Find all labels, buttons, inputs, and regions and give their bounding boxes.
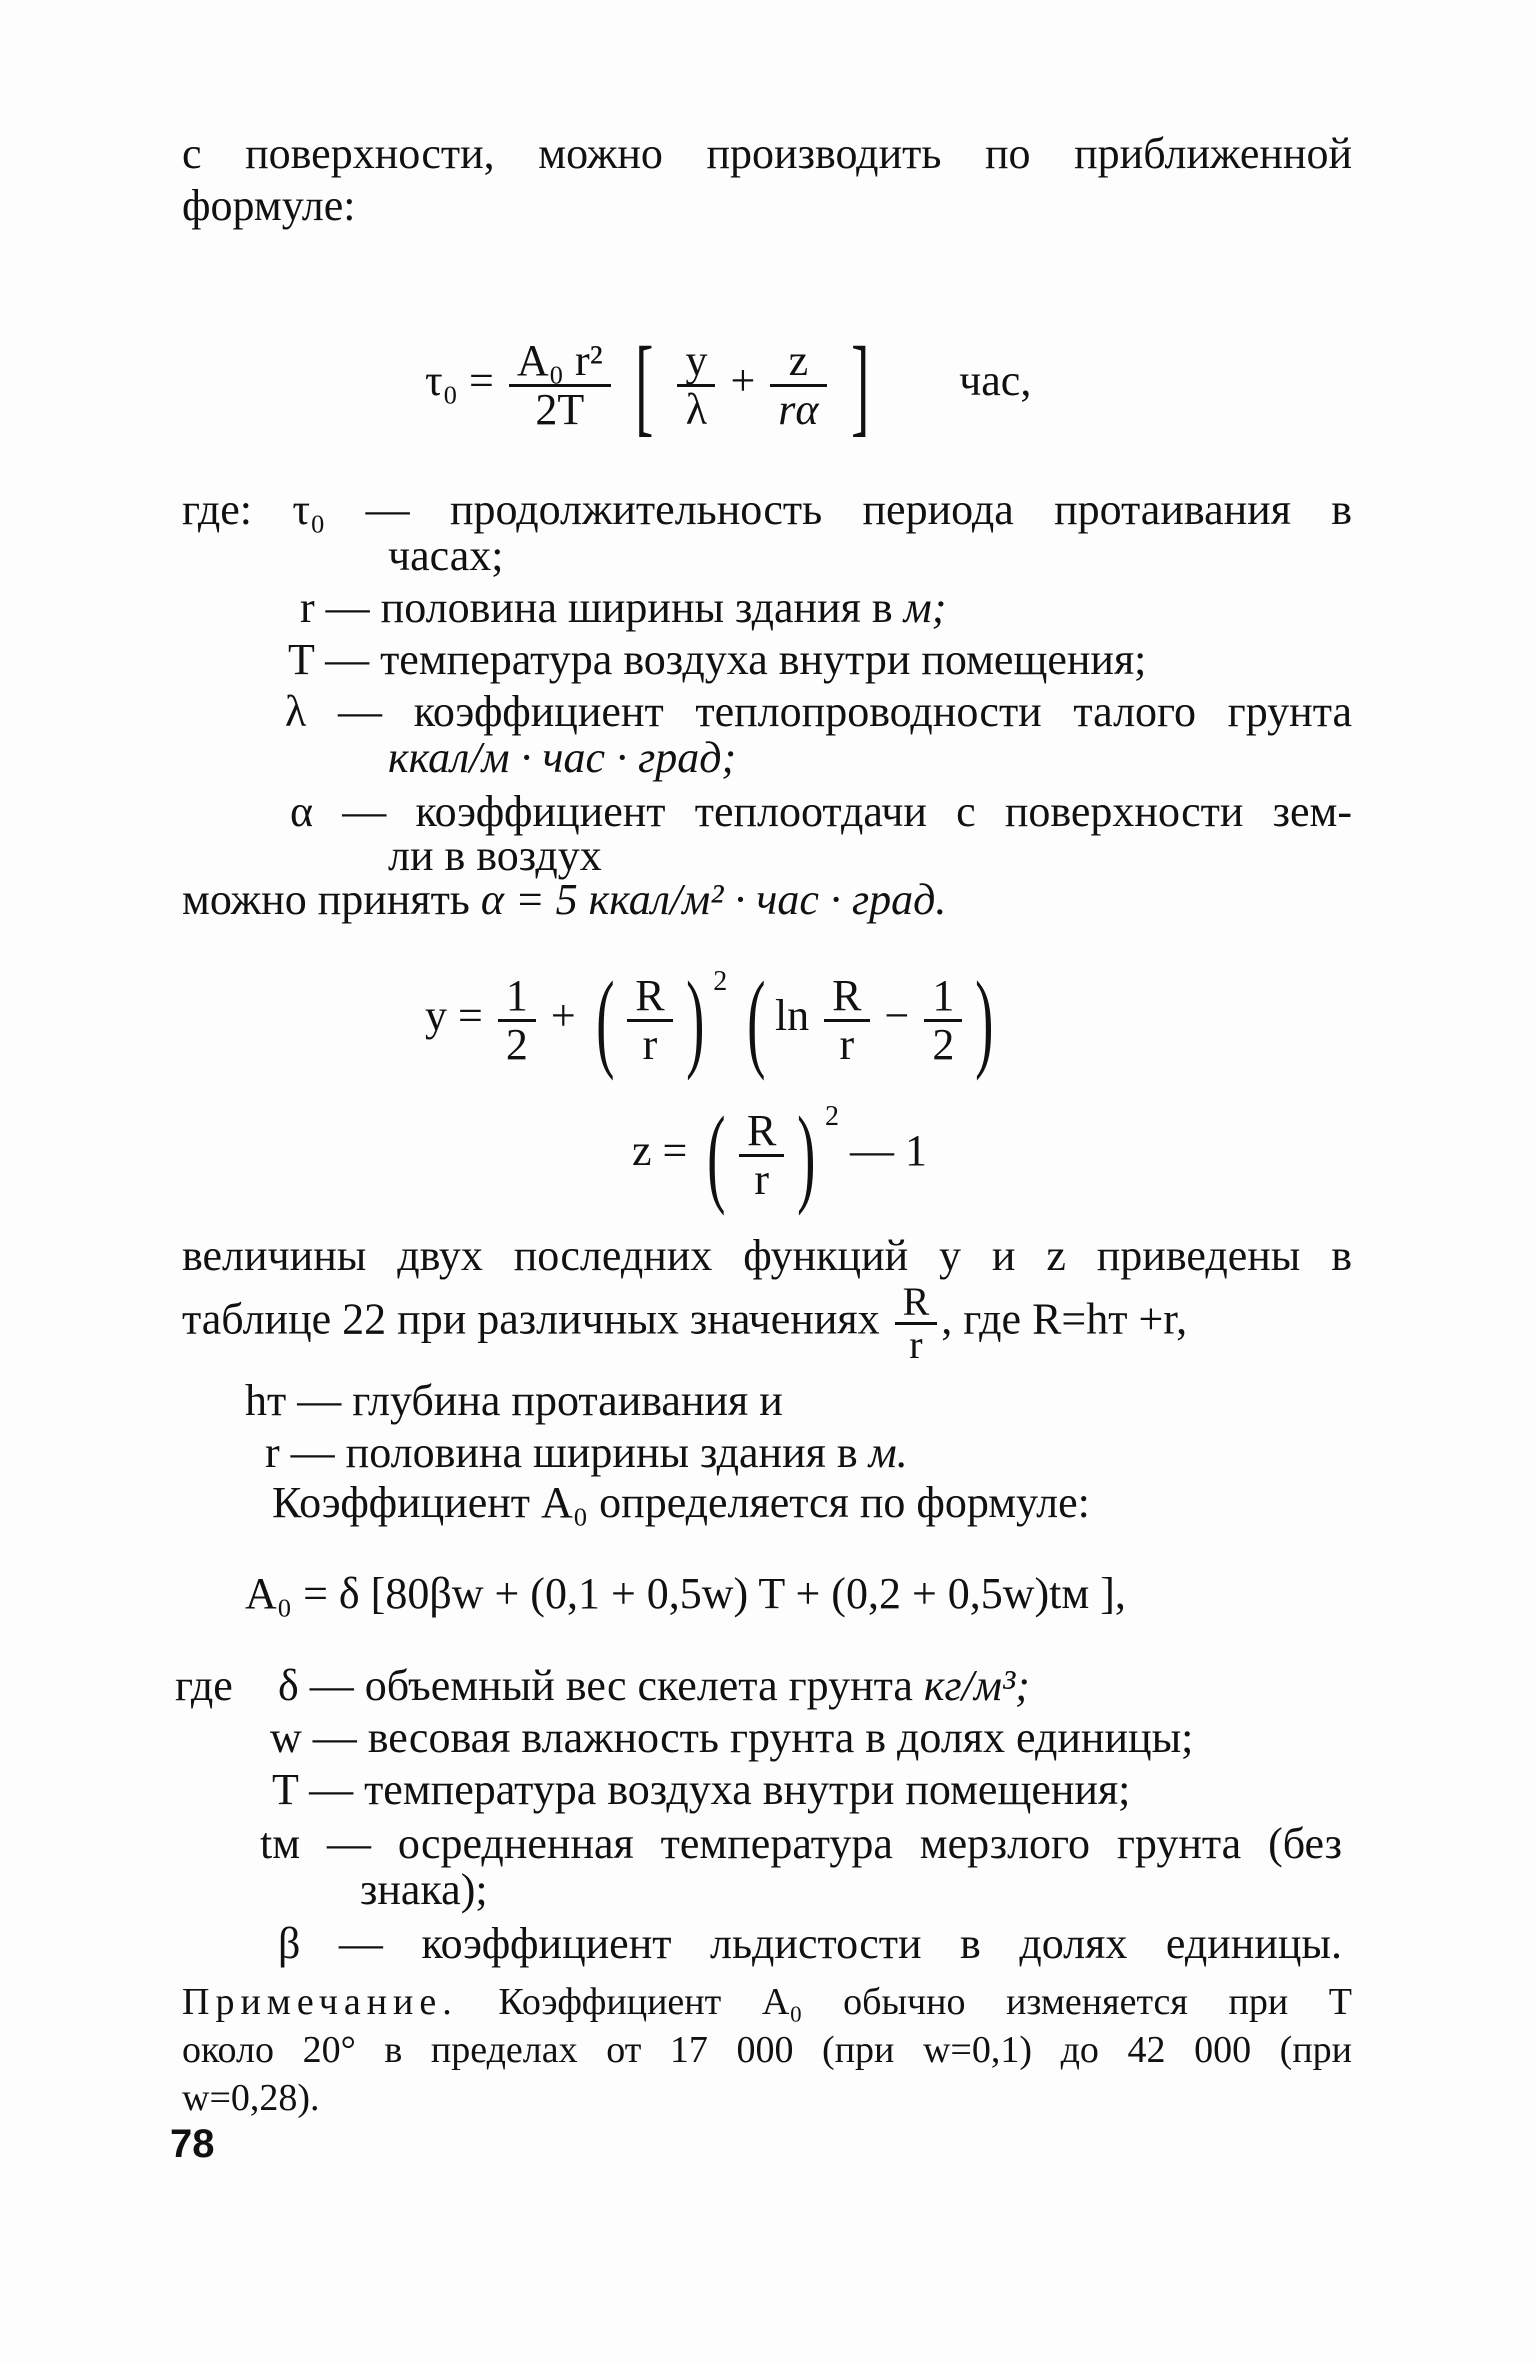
note-line-2: около 20° в пределах от 17 000 (при w=0,1) до 42 000 (при [182,2029,1352,2071]
formula-A0: A₀ = δ [80βw + (0,1 + 0,5w) T + (0,2 + 0,5w)tм ], [245,1569,1126,1618]
right-bracket: ] [850,324,869,446]
ratio-den: r [642,1019,658,1069]
accept-value: α = 5 [480,875,578,924]
def-r2-text: r — половина ширины здания в [265,1428,858,1477]
formula2-ratio [627,970,672,1069]
z-ratio-num: R [739,1108,784,1157]
note-line-1 [182,1978,1352,2026]
def-lambda: λ — коэффициент теплопроводности талого грунта [285,687,1352,736]
note-label: Примечание. [182,1981,458,2023]
intro-line-2: формуле: [182,181,356,230]
def-alpha-cont: ли в воздух [388,831,602,880]
def-T2: T — температура воздуха внутри помещения; [272,1765,1131,1814]
def-r2-unit: м. [868,1428,908,1477]
formula1-num: A₀ r² [509,338,611,387]
def-beta: β — коэффициент льдистости в долях единицы. [278,1919,1342,1968]
t1-num: y [677,338,715,387]
formula3-ratio [739,1105,784,1204]
para2-frac-num: R [895,1282,938,1325]
formula2-half [498,970,536,1069]
def-delta-unit: кг/м³; [923,1661,1030,1710]
accept-text: можно принять [182,875,470,924]
ln-ratio-num: R [824,973,869,1022]
def-accept [182,874,946,926]
formula2-ratio-ln [824,970,869,1069]
coef-intro: Коэффициент A₀ определяется по формуле: [272,1478,1090,1527]
formula3-lhs: z = [632,1126,688,1176]
formula1-term2 [770,335,826,434]
formula3-tail: — 1 [849,1126,927,1176]
formula-z [632,1094,927,1216]
def-h: hт — глубина протаивания и [245,1376,783,1425]
formula2-minus: − [884,991,910,1041]
half-num: 1 [498,973,536,1022]
def-alpha: α — коэффициент теплоотдачи с поверхности зем- [290,787,1352,836]
half2-num: 1 [924,973,962,1022]
formula1-den: 2T [535,384,585,434]
ln-ratio-den: r [839,1019,855,1069]
para2-text-b: , где R=hт +r, [941,1294,1188,1344]
def-delta [278,1660,1030,1712]
formula1-unit: час, [959,356,1032,406]
half2-den: 2 [932,1019,955,1069]
half-den: 2 [505,1019,528,1069]
accept-unit: ккал/м² · час · град. [588,875,947,924]
formula1-plus: + [730,356,756,406]
formula3-square: 2 [824,1101,839,1133]
def-delta-text: δ — объемный вес скелета грунта [278,1661,913,1710]
t2-num: z [770,338,826,387]
para2-text-a: таблице 22 при различных значениях [182,1294,880,1344]
z-ratio-den: r [754,1154,769,1204]
note-text-1: Коэффициент A₀ обычно изменяется при T [498,1981,1353,2023]
paren-open-2: ( [747,959,766,1081]
formula1-lhs: τ₀ = [425,356,494,406]
formula2-square: 2 [713,966,728,998]
def-tm-cont: знака); [360,1865,488,1914]
formula2-lhs: y = [425,991,483,1041]
def-w: w — весовая влажность грунта в долях единицы; [270,1713,1194,1762]
def-tau-text: τ₀ — продолжительность периода протаивания в [292,485,1353,534]
def-r-unit: м; [903,583,947,632]
page-number: 78 [170,2122,215,2166]
formula2-ln: ln [774,991,810,1041]
paren-open-1: ( [595,959,615,1081]
def-r2 [265,1427,908,1479]
para2-line-2 [182,1279,1352,1367]
def3-gde: где [175,1661,233,1710]
intro-line-1: с поверхности, можно производить по приближенной [182,129,1352,178]
paren-close-3: ) [797,1094,816,1216]
t1-den: λ [685,384,708,434]
formula2-plus: + [550,991,576,1041]
t2-den: rα [778,384,819,434]
def-lambda-unit: ккал/м · час · град; [388,733,737,782]
para2-frac-den: r [909,1322,923,1367]
formula2-half-2 [924,970,962,1069]
ratio-num: R [627,973,672,1022]
def-T: T — температура воздуха внутри помещения; [288,635,1147,684]
left-bracket: [ [634,324,654,446]
def-tm: tм — осредненная температура мерзлого грунта (без [260,1819,1342,1868]
def-tau-cont: часах; [388,531,504,580]
formula1-term1 [677,335,715,434]
def-r [300,582,946,634]
formula-y [425,959,1003,1081]
paren-open-3: ( [707,1094,726,1216]
formula-thaw-duration [425,324,1032,446]
paren-close-2: ) [975,959,994,1081]
paren-close-1: ) [685,959,705,1081]
def-r-text: r — половина ширины здания в [300,583,893,632]
formula1-main-fraction [509,335,611,434]
def-tau [182,484,1352,536]
note-line-3: w=0,28). [182,2077,320,2119]
para2-fraction [895,1279,938,1367]
para2-line-1: величины двух последних функций y и z приведены в [182,1231,1352,1280]
def-gde-label: где: [182,485,252,534]
